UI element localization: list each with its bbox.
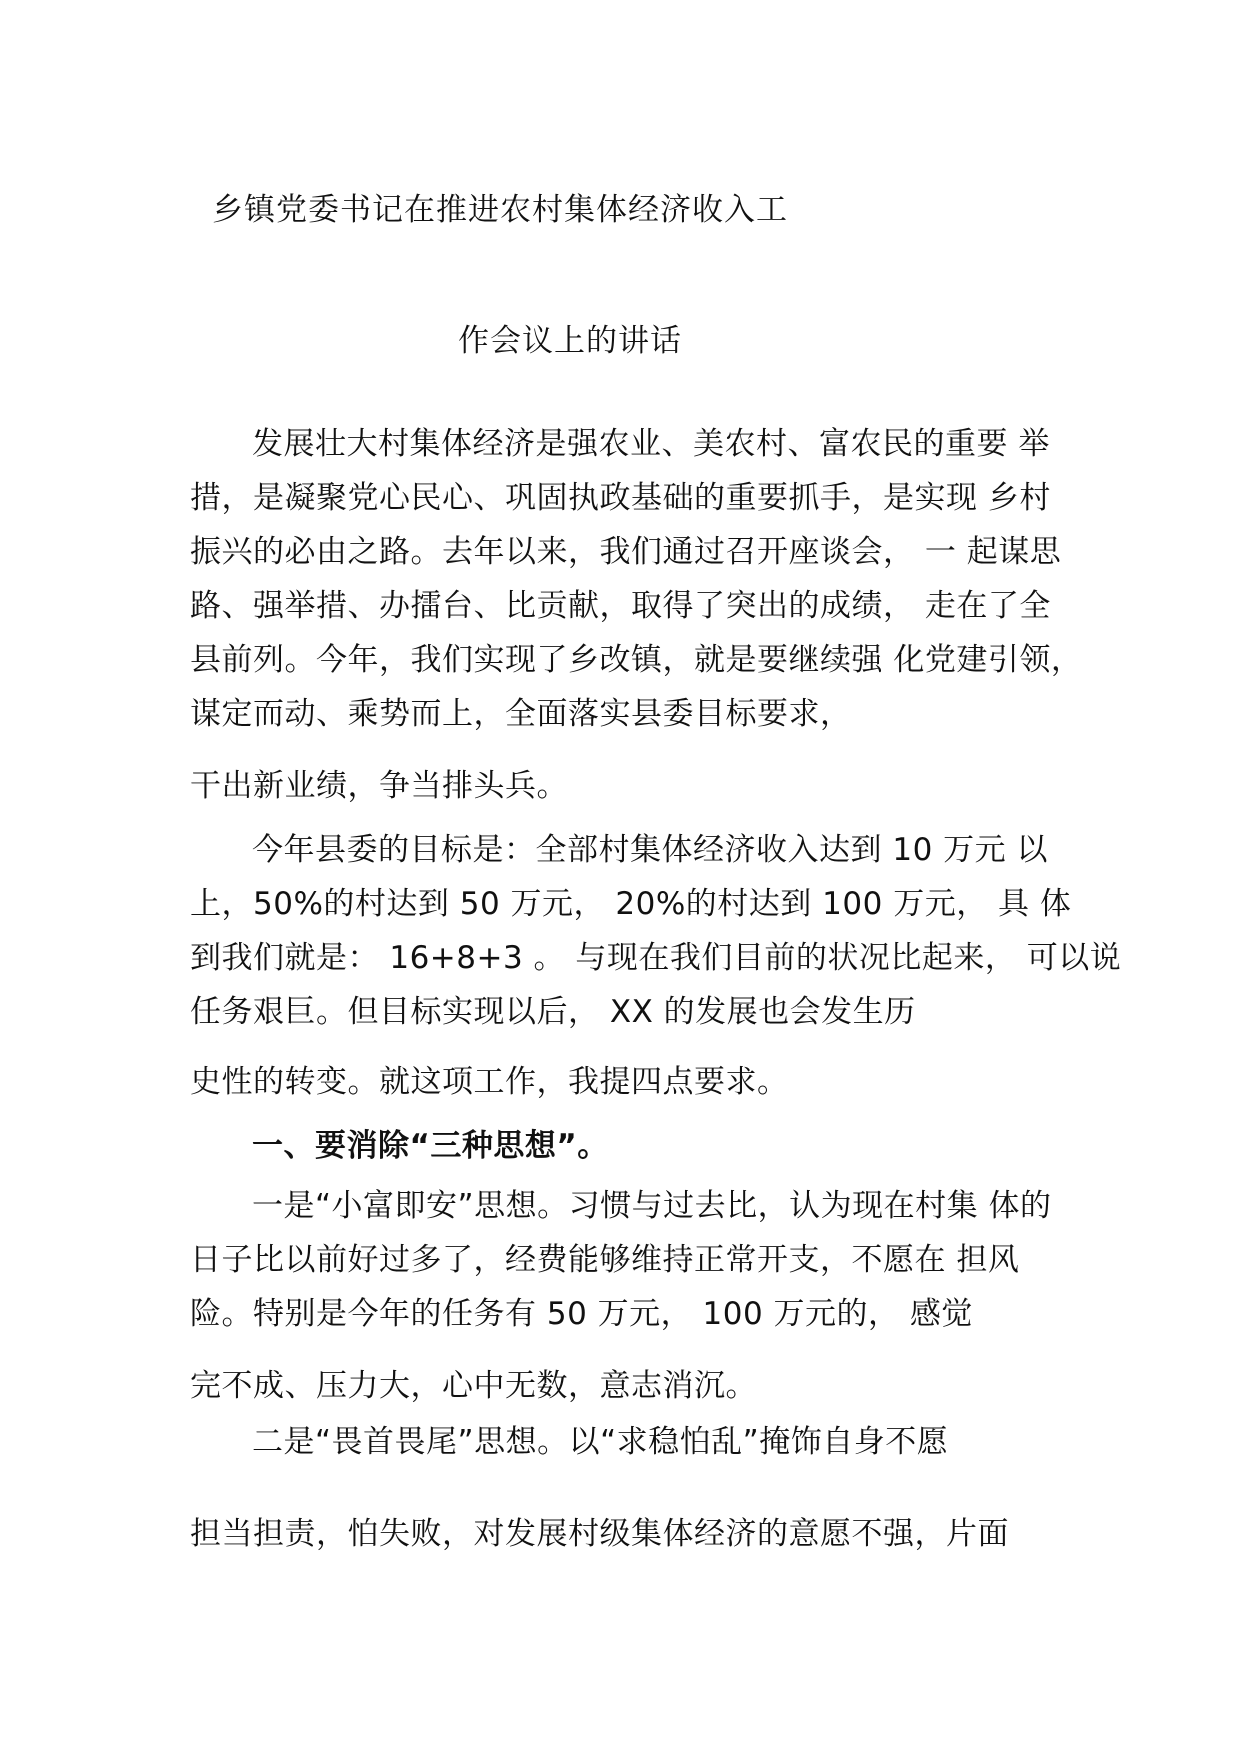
paragraph-line: 上，50%的村达到 50 万元， 20%的村达到 100 万元， 具 体 xyxy=(190,886,1072,922)
paragraph-line: 任务艰巨。但目标实现以后， XX 的发展也会发生历 xyxy=(190,994,916,1030)
paragraph-line: 日子比以前好过多了，经费能够维持正常开支，不愿在 担风 xyxy=(190,1242,1020,1278)
paragraph-line: 二是“畏首畏尾”思想。以“求稳怕乱”掩饰自身不愿 xyxy=(252,1424,949,1460)
paragraph-line: 措，是凝聚党心民心、巩固执政基础的重要抓手，是实现 乡村 xyxy=(190,480,1051,516)
document-title-line-1: 乡镇党委书记在推进农村集体经济收入工 xyxy=(212,192,788,228)
paragraph-line: 史性的转变。就这项工作，我提四点要求。 xyxy=(190,1064,789,1100)
paragraph-line: 县前列。今年，我们实现了乡改镇，就是要继续强 化党建引领， xyxy=(190,642,1083,678)
paragraph-line: 谋定而动、乘势而上，全面落实县委目标要求， xyxy=(190,696,852,732)
paragraph-line: 路、强举措、办擂台、比贡献，取得了突出的成绩， 走在了全 xyxy=(190,588,1051,624)
paragraph-line: 今年县委的目标是：全部村集体经济收入达到 10 万元 以 xyxy=(252,832,1049,868)
paragraph-line: 干出新业绩，争当排头兵。 xyxy=(190,768,568,804)
paragraph-line: 到我们就是： 16+8+3 。 与现在我们目前的状况比起来， 可以说 xyxy=(190,940,1122,976)
paragraph-line: 险。特别是今年的任务有 50 万元， 100 万元的， 感觉 xyxy=(190,1296,973,1332)
paragraph-line: 担当担责，怕失败，对发展村级集体经济的意愿不强，片面 xyxy=(190,1516,1009,1552)
paragraph-line: 发展壮大村集体经济是强农业、美农村、富农民的重要 举 xyxy=(252,426,1050,462)
section-heading: 一、要消除“三种思想”。 xyxy=(252,1128,609,1164)
paragraph-line: 振兴的必由之路。去年以来，我们通过召开座谈会， 一 起谋思 xyxy=(190,534,1062,570)
paragraph-line: 完不成、压力大，心中无数，意志消沉。 xyxy=(190,1368,757,1404)
paragraph-line: 一是“小富即安”思想。习惯与过去比，认为现在村集 体的 xyxy=(252,1188,1052,1224)
document-title-line-2: 作会议上的讲话 xyxy=(458,323,682,359)
